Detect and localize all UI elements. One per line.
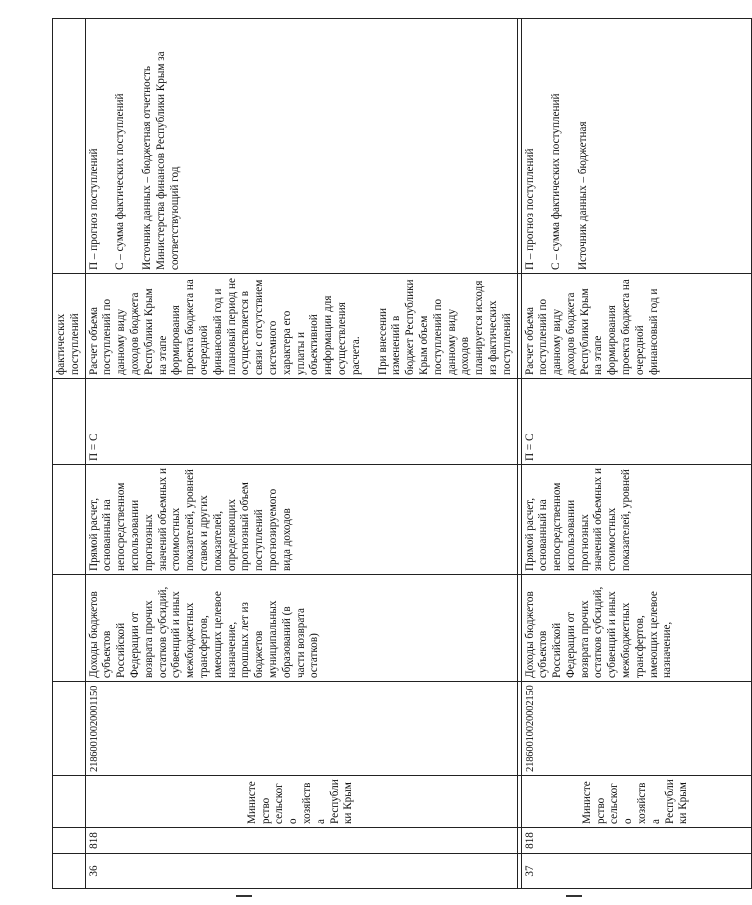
table-row bbox=[85, 19, 517, 889]
kbk-cell bbox=[521, 682, 751, 776]
formula-cell bbox=[85, 379, 517, 465]
scan-mark bbox=[566, 895, 582, 897]
algorithm-cell bbox=[521, 274, 751, 379]
algorithm-tail-cell bbox=[53, 274, 86, 379]
row-number: 36 bbox=[87, 865, 100, 877]
cell-empty bbox=[53, 776, 86, 828]
cell-empty bbox=[53, 575, 86, 682]
calc-method: Прямой расчет, основанный на непосредственном использовании прогнозных значений объемных и стоимостных показателей, уровней ставок и других показателей, определяющих прогнозный объем поступлений прогнозируемого вида доходов bbox=[87, 468, 293, 571]
rotated-document-page bbox=[52, 19, 690, 889]
admin-name: Министерство сельского хозяйства Республики Крым bbox=[245, 779, 355, 824]
row-number-cell bbox=[85, 854, 517, 889]
income-forecast-table bbox=[52, 18, 752, 889]
row-number: 37 bbox=[523, 865, 536, 877]
income-name: Доходы бюджетов субъектов Российской Федерации от возврата прочих остатков субсидий, субвенций и иных межбюджетных трансфертов, имеющих целевое назначение, bbox=[523, 586, 674, 678]
calc-formula: П = С bbox=[523, 433, 536, 461]
continuation-row bbox=[53, 19, 86, 889]
algorithm-paragraph-2: При внесении изменений в бюджет Республики Крым объем поступлений по данному виду доходов планируется исходя из фактических поступлений bbox=[376, 279, 513, 375]
legend-source: Источник данных – бюджетная отчетность Министерства финансов Республики Крым за соответствующий год bbox=[141, 51, 181, 270]
method-cell bbox=[85, 465, 517, 575]
admin-code-cell bbox=[85, 828, 517, 854]
algorithm-cell bbox=[85, 274, 517, 379]
kbk-code: 21860010020002150 bbox=[524, 685, 536, 772]
row-number-cell bbox=[521, 854, 751, 889]
cell-empty bbox=[53, 854, 86, 889]
income-name: Доходы бюджетов субъектов Российской Федерации от возврата прочих остатков субсидий, субвенций и иных межбюджетных трансфертов, имеющих целевое назначение, прошлых лет из бюджетов муниципальных образований (в части возврата остатков) bbox=[87, 586, 321, 678]
method-cell bbox=[521, 465, 751, 575]
cell-empty bbox=[53, 379, 86, 465]
kbk-code: 21860010020001150 bbox=[88, 685, 100, 772]
admin-name-cell bbox=[85, 776, 517, 828]
admin-name: Министерство сельского хозяйства Республики Крым bbox=[580, 779, 690, 824]
algorithm-paragraph-1: Расчет объема поступлений по данному виду доходов бюджета Республики Крым на этапе формирования проекта бюджета на очередной финансовый год и плановый период не осуществляется в связи с отсутствием системного характера его уплаты и объективной информации для осуществления расчета. bbox=[87, 278, 362, 375]
legend-p: П – прогноз поступлений bbox=[87, 148, 100, 270]
kbk-cell bbox=[85, 682, 517, 776]
algorithm-paragraph-1: Расчет объема поступлений по данному виду доходов бюджета Республики Крым на этапе формирования проекта бюджета на очередной финансовый год и bbox=[523, 279, 660, 375]
income-name-cell bbox=[85, 575, 517, 682]
legend-c: С – сумма фактических поступлений bbox=[550, 93, 563, 270]
calc-formula: П = С bbox=[87, 433, 100, 461]
cell-empty bbox=[53, 682, 86, 776]
calc-method: Прямой расчет, основанный на непосредственном использовании прогнозных значений объемных и стоимостных показателей, уровней bbox=[523, 468, 633, 571]
scan-mark bbox=[236, 895, 252, 897]
legend-source: Источник данных – бюджетная bbox=[577, 121, 590, 270]
cell-empty bbox=[53, 19, 86, 274]
algorithm-tail: фактических поступлений bbox=[55, 313, 81, 375]
legend-p: П – прогноз поступлений bbox=[523, 148, 536, 270]
formula-cell bbox=[521, 379, 751, 465]
legend-c: С – сумма фактических поступлений bbox=[114, 93, 127, 270]
admin-name-cell bbox=[521, 776, 751, 828]
admin-code: 818 bbox=[87, 832, 100, 849]
admin-code-cell bbox=[521, 828, 751, 854]
admin-code: 818 bbox=[523, 832, 536, 849]
cell-empty bbox=[53, 828, 86, 854]
legend-cell bbox=[521, 19, 751, 274]
legend-cell bbox=[85, 19, 517, 274]
table-row bbox=[521, 19, 751, 889]
income-name-cell bbox=[521, 575, 751, 682]
cell-empty bbox=[53, 465, 86, 575]
